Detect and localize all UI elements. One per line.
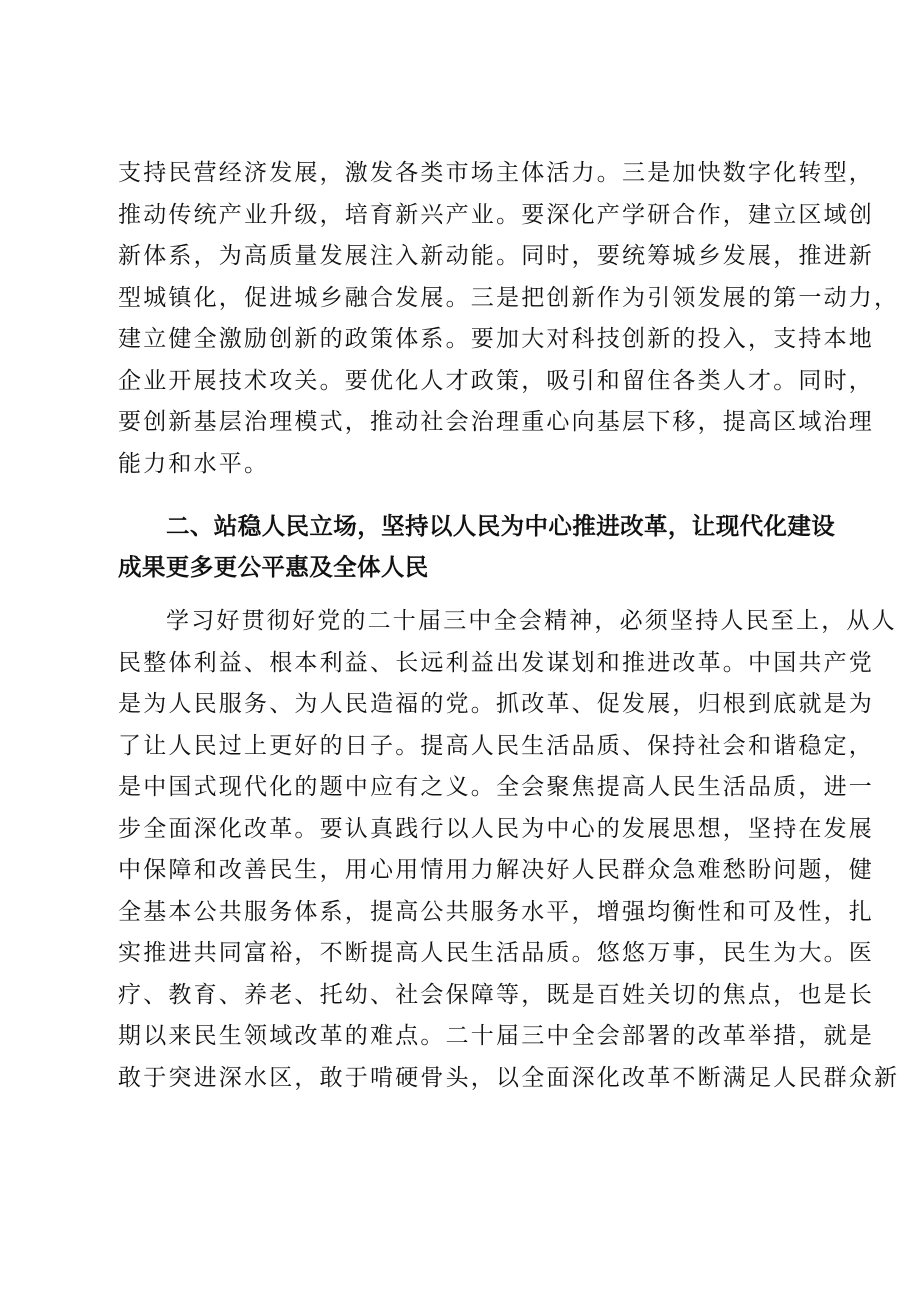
paragraph-line: 学习好贯彻好党的二十届三中全会精神，必须坚持人民至上，从人 (166, 608, 897, 634)
paragraph-line: 建立健全激励创新的政策体系。要加大对科技创新的投入，支持本地 (118, 326, 874, 352)
paragraph-line: 是中国式现代化的题中应有之义。全会聚焦提高人民生活品质，进一 (118, 774, 874, 800)
paragraph-line: 中保障和改善民生，用心用情用力解决好人民群众急难愁盼问题，健 (118, 857, 874, 883)
paragraph-line: 是为人民服务、为人民造福的党。抓改革、促发展，归根到底就是为 (118, 691, 874, 717)
paragraph-line: 了让人民过上更好的日子。提高人民生活品质、保持社会和谐稳定， (118, 732, 874, 759)
paragraph-line: 全基本公共服务体系，提高公共服务水平，增强均衡性和可及性，扎 (118, 898, 874, 925)
paragraph-line: 要创新基层治理模式，推动社会治理重心向基层下移，提高区域治理 (118, 409, 874, 435)
paragraph-line: 期以来民生领域改革的难点。二十届三中全会部署的改革举措，就是 (118, 1023, 874, 1049)
paragraph-line: 新体系，为高质量发展注入新动能。同时，要统筹城乡发展，推进新 (118, 243, 874, 269)
paragraph-line: 型城镇化，促进城乡融合发展。三是把创新作为引领发展的第一动力， (118, 284, 900, 311)
heading-line: 二、站稳人民立场，坚持以人民为中心推进改革，让现代化建设 (166, 512, 836, 540)
paragraph-line: 步全面深化改革。要认真践行以人民为中心的发展思想，坚持在发展 (118, 815, 874, 842)
paragraph-line: 企业开展技术攻关。要优化人才政策，吸引和留住各类人才。同时， (118, 367, 874, 394)
paragraph-line: 疗、教育、养老、托幼、社会保障等，既是百姓关切的焦点，也是长 (118, 981, 874, 1008)
heading-line: 成果更多更公平惠及全体人民 (118, 553, 429, 581)
paragraph-line: 推动传统产业升级，培育新兴产业。要深化产学研合作，建立区域创 (118, 201, 874, 228)
paragraph-line: 支持民营经济发展，激发各类市场主体活力。三是加快数字化转型， (118, 160, 874, 186)
section-heading-2 (118, 506, 836, 588)
paragraph-line: 民整体利益、根本利益、长远利益出发谋划和推进改革。中国共产党 (118, 649, 874, 676)
paragraph-line: 敢于突进深水区，敢于啃硬骨头，以全面深化改革不断满足人民群众新 (118, 1064, 900, 1091)
body-paragraph-2 (118, 601, 900, 1099)
paragraph-line: 能力和水平。 (118, 450, 270, 477)
paragraph-line: 实推进共同富裕，不断提高人民生活品质。悠悠万事，民生为大。医 (118, 940, 874, 966)
body-paragraph-1 (118, 153, 900, 485)
